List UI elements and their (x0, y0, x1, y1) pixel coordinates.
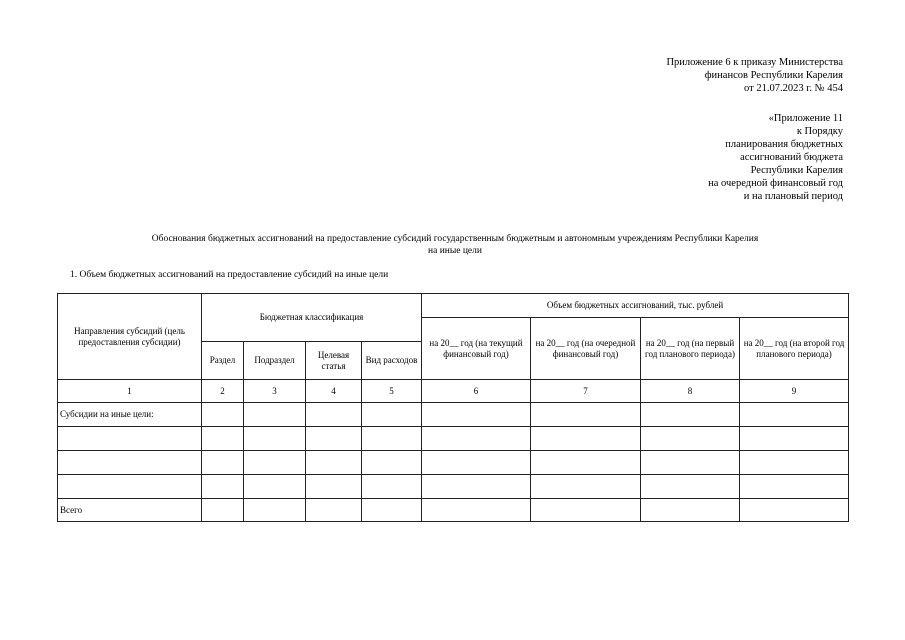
section-heading: 1. Объем бюджетных ассигнований на предоставление субсидий на иные цели (70, 270, 389, 280)
budget-table (57, 293, 849, 522)
column-number: 5 (362, 380, 422, 403)
order-line: и на плановый период (743, 191, 843, 202)
header-section: Раздел (202, 342, 244, 380)
order-line: ассигнований бюджета (740, 152, 843, 163)
order-line: к Порядку (796, 126, 843, 137)
row-label: Субсидии на иные цели: (58, 403, 202, 427)
column-number: 9 (740, 380, 849, 403)
column-number-row (58, 380, 849, 403)
column-number: 3 (244, 380, 306, 403)
order-reference (708, 112, 843, 203)
table-row (58, 427, 849, 451)
header-directions: Направления субсидий (цель предоставления субсидии) (58, 294, 202, 380)
order-line: на очередной финансовый год (708, 178, 843, 189)
row-label (58, 451, 202, 475)
column-number: 1 (58, 380, 202, 403)
appendix-line: финансов Республики Карелия (704, 70, 843, 81)
row-label (58, 427, 202, 451)
table-row (58, 403, 849, 427)
order-line: «Приложение 11 (768, 113, 843, 124)
title-line: на иные цели (428, 246, 482, 256)
order-line: Республики Карелия (750, 165, 843, 176)
column-number: 6 (422, 380, 531, 403)
column-number: 8 (641, 380, 740, 403)
header-expense-type: Вид расходов (362, 342, 422, 380)
title-line: Обоснования бюджетных ассигнований на предоставление субсидий государственным бюджетным и автономным учреждениям Республики Карелия (151, 234, 759, 244)
column-number: 2 (202, 380, 244, 403)
row-label-total: Всего (58, 499, 202, 522)
header-subsection: Подраздел (244, 342, 306, 380)
column-number: 7 (531, 380, 641, 403)
appendix-header (666, 56, 843, 95)
order-line: планирования бюджетных (725, 139, 843, 150)
row-label (58, 475, 202, 499)
table-row (58, 451, 849, 475)
document-title (60, 233, 850, 257)
header-year-plan2: на 20__ год (на второй год планового периода) (740, 318, 849, 380)
header-target-item: Целевая статья (306, 342, 362, 380)
appendix-line: от 21.07.2023 г. № 454 (744, 83, 843, 94)
header-year-plan1: на 20__ год (на первый год планового периода) (641, 318, 740, 380)
header-year-next: на 20__ год (на очередной финансовый год) (531, 318, 641, 380)
header-year-current: на 20__ год (на текущий финансовый год) (422, 318, 531, 380)
table-row (58, 475, 849, 499)
header-budget-classification: Бюджетная классификация (202, 294, 422, 342)
appendix-line: Приложение 6 к приказу Министерства (666, 57, 843, 68)
header-volume: Объем бюджетных ассигнований, тыс. рублей (422, 294, 849, 318)
column-number: 4 (306, 380, 362, 403)
total-row (58, 499, 849, 522)
